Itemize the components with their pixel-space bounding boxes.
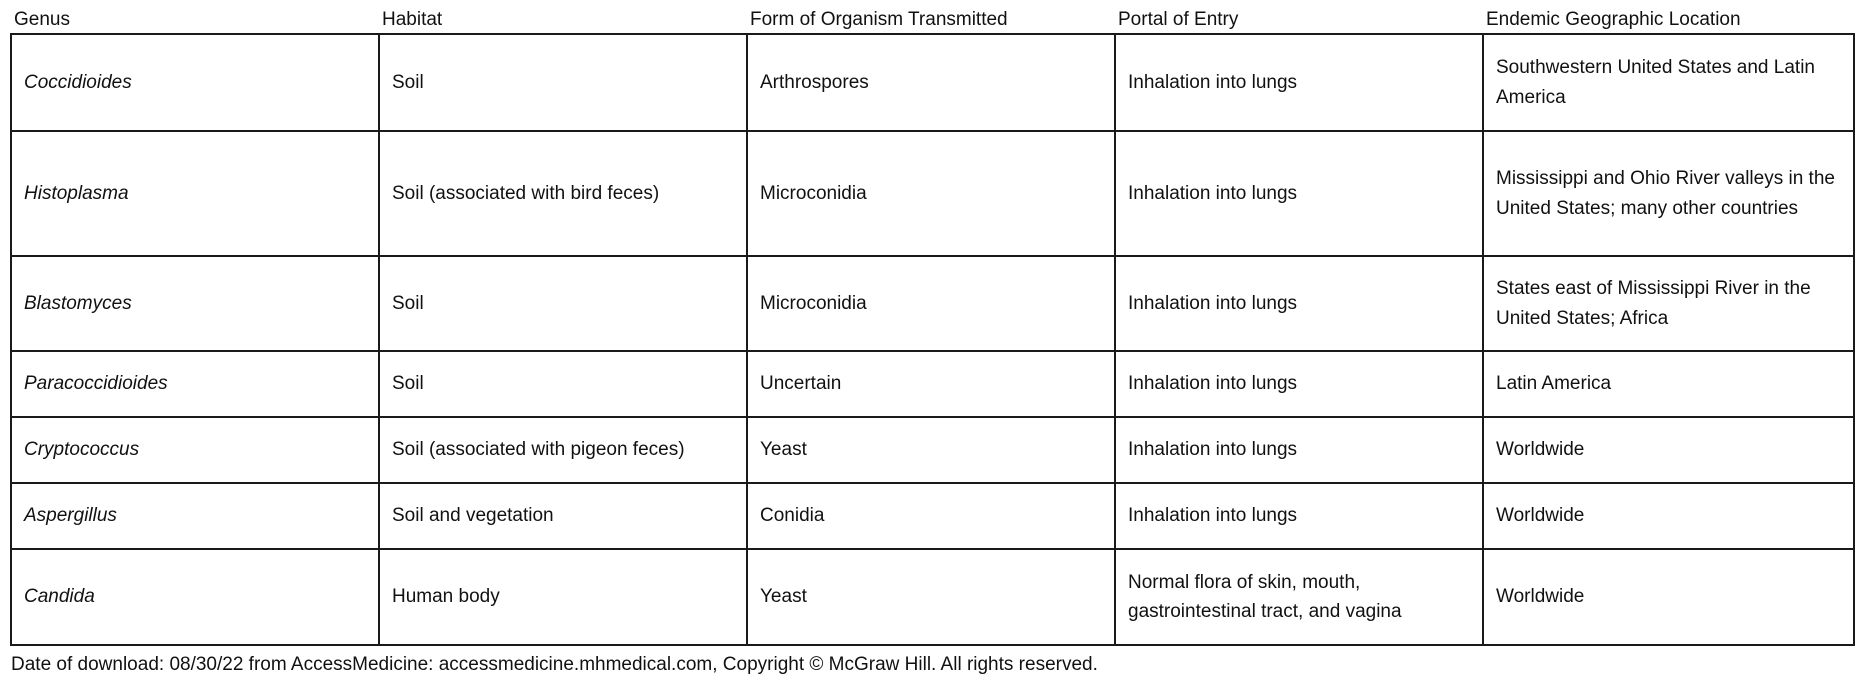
table-row [11,256,1854,351]
portal-cell: Inhalation into lungs [1115,351,1483,417]
habitat-cell: Soil [379,256,747,351]
header-endemic-location: Endemic Geographic Location [1486,9,1741,30]
portal-cell: Normal flora of skin, mouth, gastrointestinal tract, and vagina [1115,549,1483,645]
genus-cell: Blastomyces [11,256,379,351]
genus-cell: Paracoccidioides [11,351,379,417]
form-cell: Yeast [747,549,1115,645]
form-cell: Microconidia [747,131,1115,256]
fungi-table [10,33,1855,646]
location-cell: Worldwide [1483,483,1854,549]
habitat-cell: Soil [379,351,747,417]
location-cell: Worldwide [1483,417,1854,483]
genus-cell: Candida [11,549,379,645]
header-genus: Genus [14,9,70,30]
genus-cell: Coccidioides [11,34,379,131]
portal-cell: Inhalation into lungs [1115,417,1483,483]
habitat-cell: Soil (associated with bird feces) [379,131,747,256]
form-cell: Microconidia [747,256,1115,351]
header-form-transmitted: Form of Organism Transmitted [750,9,1008,30]
genus-cell: Cryptococcus [11,417,379,483]
download-copyright-footer: Date of download: 08/30/22 from AccessMedicine: accessmedicine.mhmedical.com, Copyright © McGraw Hill. All rights reserved. [11,654,1098,675]
form-cell: Uncertain [747,351,1115,417]
genus-cell: Aspergillus [11,483,379,549]
form-cell: Conidia [747,483,1115,549]
location-cell: Mississippi and Ohio River valleys in the United States; many other countries [1483,131,1854,256]
header-portal-of-entry: Portal of Entry [1118,9,1239,30]
location-cell: Worldwide [1483,549,1854,645]
portal-cell: Inhalation into lungs [1115,483,1483,549]
habitat-cell: Soil [379,34,747,131]
location-cell: Latin America [1483,351,1854,417]
habitat-cell: Soil (associated with pigeon feces) [379,417,747,483]
location-cell: States east of Mississippi River in the United States; Africa [1483,256,1854,351]
table-row [11,417,1854,483]
table-row [11,131,1854,256]
habitat-cell: Soil and vegetation [379,483,747,549]
table-row [11,34,1854,131]
portal-cell: Inhalation into lungs [1115,256,1483,351]
table-row [11,351,1854,417]
table-row [11,483,1854,549]
genus-cell: Histoplasma [11,131,379,256]
table-row [11,549,1854,645]
habitat-cell: Human body [379,549,747,645]
portal-cell: Inhalation into lungs [1115,131,1483,256]
form-cell: Arthrospores [747,34,1115,131]
portal-cell: Inhalation into lungs [1115,34,1483,131]
table-header-row [0,9,1864,31]
form-cell: Yeast [747,417,1115,483]
location-cell: Southwestern United States and Latin America [1483,34,1854,131]
header-habitat: Habitat [382,9,443,30]
